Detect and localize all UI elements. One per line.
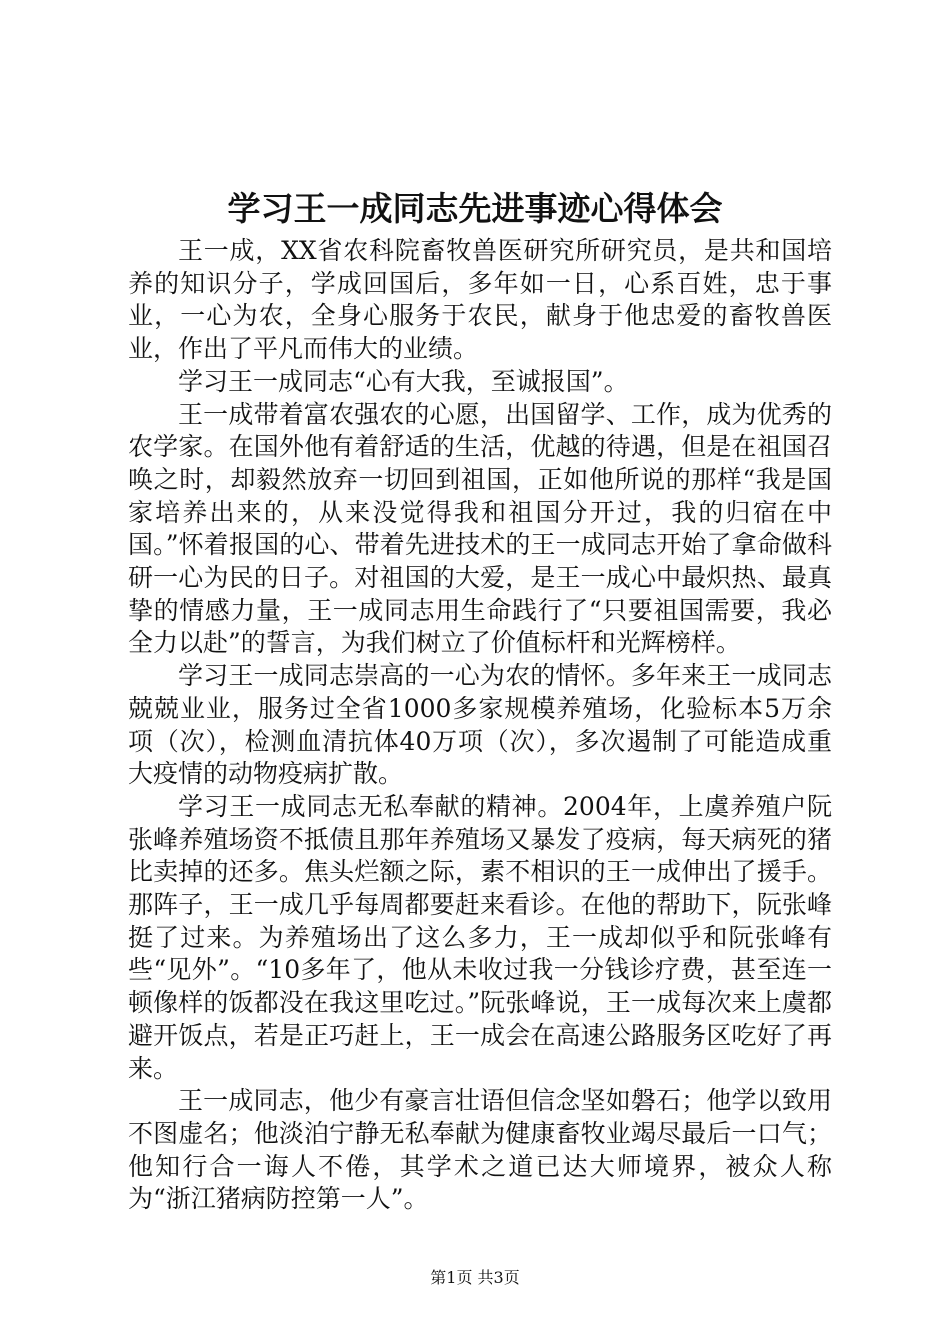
paragraph: 学习王一成同志“心有大我，至诚报国”。 (178, 366, 629, 396)
document-title: 学习王一成同志先进事迹心得体会 (227, 189, 723, 228)
page-number-footer: 第1页 共3页 (430, 1268, 520, 1287)
paragraph: 王一成同志，他少有豪言壮语但信念坚如磐石；他学以致用不图虚名；他淡泊宁静无私奉献为健康畜牧业竭尽最后一口气；他知行合一诲人不倦，其学术之道已达大师境界，被众人称为“浙江猪病防控第一人”。 (128, 1086, 832, 1214)
paragraph: 学习王一成同志无私奉献的精神。2004年，上虞养殖户阮张峰养殖场资不抵债且那年养殖场又暴发了疫病，每天病死的猪比卖掉的还多。焦头烂额之际，素不相识的王一成伸出了援手。那阵子，王一成几乎每周都要赶来看诊。在他的帮助下，阮张峰挺了过来。为养殖场出了这么多力，王一成却似乎和阮张峰有些“见外”。“10多年了，他从未收过我一分钱诊疗费，甚至连一顿像样的饭都没在我这里吃过。”阮张峰说，王一成每次来上虞都避开饭点，若是正巧赶上，王一成会在高速公路服务区吃好了再来。 (128, 791, 832, 1083)
paragraph: 学习王一成同志崇高的一心为农的情怀。多年来王一成同志兢兢业业，服务过全省1000多家规模养殖场，化验标本5万余项（次），检测血清抗体40万项（次），多次遏制了可能造成重大疫情的动物疫病扩散。 (128, 661, 832, 789)
document-body (128, 235, 832, 1216)
paragraph: 王一成带着富农强农的心愿，出国留学、工作，成为优秀的农学家。在国外他有着舒适的生活，优越的待遇，但是在祖国召唤之时，却毅然放弃一切回到祖国，正如他所说的那样“我是国家培养出来的，从来没觉得我和祖国分开过，我的归宿在中国。”怀着报国的心、带着先进技术的王一成同志开始了拿命做科研一心为民的日子。对祖国的大爱，是王一成心中最炽热、最真挚的情感力量，王一成同志用生命践行了“只要祖国需要，我必全力以赴”的誓言，为我们树立了价值标杆和光辉榜样。 (128, 399, 832, 658)
paragraph: 王一成，XX省农科院畜牧兽医研究所研究员，是共和国培养的知识分子，学成回国后，多年如一日，心系百姓，忠于事业，一心为农，全身心服务于农民，献身于他忠爱的畜牧兽医业，作出了平凡而伟大的业绩。 (128, 236, 832, 364)
